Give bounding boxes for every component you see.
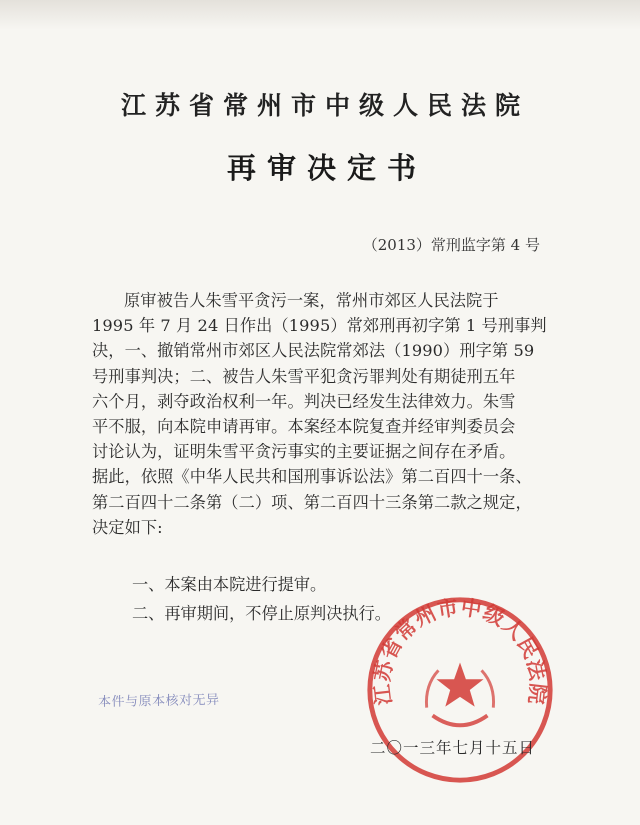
- copy-verification-stamp: 本件与原本核对无异: [97, 692, 220, 711]
- seal-star-icon: [436, 663, 483, 707]
- document-number: （2013）常刑监字第 4 号: [362, 236, 540, 254]
- body-line: 平不服，向本院申请再审。本案经本院复查并经审判委员会: [92, 417, 516, 437]
- page-shadow: [0, 0, 640, 30]
- body-line: 决，一、撤销常州市郊区人民法院常郊法（1990）刑字第 59: [92, 341, 535, 361]
- document-title: 再审决定书: [226, 151, 427, 185]
- body-line: 据此，依照《中华人民共和国刑事诉讼法》第二百四十一条、: [92, 467, 532, 487]
- document-body: [92, 288, 566, 540]
- body-line: 1995 年 7 月 24 日作出（1995）常郊刑再初字第 1 号刑事判: [92, 316, 547, 336]
- body-line: 第二百四十二条第（二）项、第二百四十三条第二款之规定，: [92, 492, 532, 512]
- body-line: 原审被告人朱雪平贪污一案，常州市郊区人民法院于: [124, 291, 499, 310]
- body-line: 六个月，剥夺政治权利一年。判决已经发生法律效力。朱雪: [92, 391, 516, 411]
- decision-list: [132, 570, 391, 628]
- decision-item: 一、本案由本院进行提审。: [132, 575, 327, 594]
- court-name: 江苏省常州市中级人民法院: [120, 91, 529, 120]
- seal-text: 江苏省常州市中级人民法院: [369, 595, 551, 707]
- issue-date: 二〇一三年七月十五日: [370, 739, 536, 757]
- decision-item: 二、再审期间，不停止原判决执行。: [132, 604, 391, 623]
- body-line: 讨论认为，证明朱雪平贪污事实的主要证据之间存在矛盾。: [92, 442, 516, 462]
- body-line: 决定如下:: [92, 517, 163, 537]
- court-seal: [362, 592, 558, 788]
- body-line: 号刑事判决；二、被告人朱雪平犯贪污罪判处有期徒刑五年: [92, 366, 516, 386]
